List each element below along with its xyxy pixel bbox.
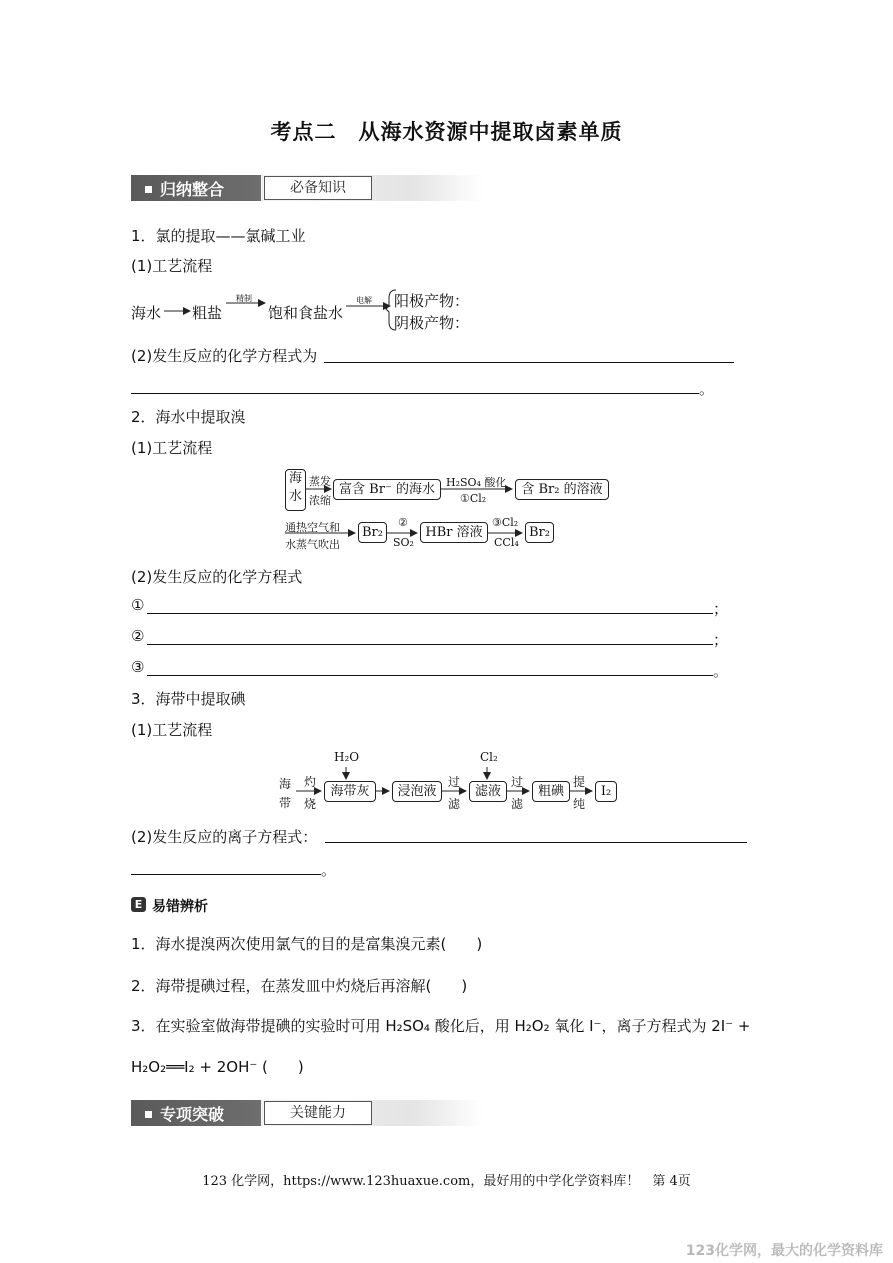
- flow-acidify: H₂SO₄ 酸化: [446, 476, 507, 489]
- bromine-heading: 2．海水中提取溴: [131, 408, 246, 426]
- flow-box-hbr: HBr 溶液: [420, 522, 488, 543]
- flow-ccl4: CCl₄: [494, 536, 519, 549]
- chlorine-equation-label: (2)发生反应的化学方程式为: [131, 347, 318, 365]
- flow-seawater: 海水: [131, 304, 162, 322]
- error-analysis-heading: 易错辨析: [152, 899, 208, 915]
- flow-filter-1: 过: [448, 775, 461, 789]
- flow-burn-2: 烧: [304, 797, 317, 811]
- flow-concentrate: 浓缩: [309, 494, 331, 507]
- bromine-process-label: (1)工艺流程: [131, 439, 213, 457]
- flow-steam: 水蒸气吹出: [285, 538, 340, 551]
- iodine-heading: 3．海带中提取碘: [131, 690, 246, 708]
- flow-box-filtrate: 滤液: [469, 781, 507, 802]
- end-mark: 。: [699, 380, 715, 398]
- section-tag: 必备知识: [264, 176, 372, 200]
- flow-box-br2-final: Br₂: [525, 522, 554, 543]
- item-number: ③: [131, 658, 145, 676]
- flow-box-br2: Br₂: [358, 522, 387, 543]
- end-mark: ；: [713, 631, 729, 649]
- flow-purify-2: 纯: [573, 797, 586, 811]
- flow-brine: 饱和食盐水: [268, 304, 344, 322]
- bromine-equation-label: (2)发生反应的化学方程式: [131, 568, 303, 586]
- flow-air: 通热空气和: [285, 521, 340, 534]
- chlorine-heading: 1．氯的提取——氯碱工业: [131, 227, 306, 245]
- section-tag: 关键能力: [264, 1101, 372, 1125]
- error-item-continued: H₂O₂══I₂ + 2OH⁻ ( ): [131, 1058, 304, 1076]
- flow-h2o: H₂O: [334, 750, 360, 764]
- cathode-product: 阴极产物：: [394, 314, 470, 332]
- error-item: 2．海带提碘过程，在蒸发皿中灼烧后再溶解( ): [131, 977, 468, 995]
- end-mark: 。: [713, 662, 729, 680]
- section-label-text: 专项突破: [160, 1105, 225, 1124]
- end-mark: 。: [321, 861, 337, 879]
- page-title: 考点二 从海水资源中提取卤素单质: [270, 119, 623, 144]
- flow-electrolysis-label: 电解: [356, 296, 372, 305]
- page-footer: 123 化学网，https://www.123huaxue.com，最好用的中学化学资料库！ 第 4页: [202, 1174, 691, 1189]
- flow-box-kelp-ash: 海带灰: [324, 781, 376, 802]
- char: 水: [288, 489, 302, 504]
- flow-filter2-1: 过: [511, 775, 524, 789]
- error-item: 1．海水提溴两次使用氯气的目的是富集溴元素( ): [131, 935, 483, 953]
- error-item: 3．在实验室做海带提碘的实验时可用 H₂SO₄ 酸化后，用 H₂O₂ 氧化 I⁻，离子方程式为 2I⁻ +: [131, 1017, 751, 1035]
- flow-step2: ②: [398, 516, 408, 529]
- end-mark: ；: [713, 600, 729, 618]
- chlorine-process-label: (1)工艺流程: [131, 257, 213, 275]
- section-label-text: 归纳整合: [160, 180, 225, 199]
- flow-so2: SO₂: [393, 536, 414, 549]
- flow-box-crude-iodine: 粗碘: [532, 781, 570, 802]
- flow-evaporate: 蒸发: [309, 475, 331, 488]
- flow-box-i2: I₂: [595, 781, 617, 802]
- flow-step3: ③Cl₂: [492, 516, 519, 529]
- flow-burn-1: 灼: [304, 775, 317, 789]
- flow-kelp-1: 海: [279, 777, 292, 791]
- iodine-equation-label: (2)发生反应的离子方程式：: [131, 828, 318, 846]
- flow-step1: ①Cl₂: [460, 492, 487, 505]
- flow-box-soak: 浸泡液: [392, 781, 442, 802]
- error-analysis-icon: E: [131, 897, 146, 912]
- flow-cl2: Cl₂: [480, 750, 498, 764]
- anode-product: 阳极产物：: [394, 292, 470, 310]
- flow-kelp-2: 带: [279, 796, 292, 810]
- iodine-process-label: (1)工艺流程: [131, 721, 213, 739]
- char: 海: [288, 471, 302, 486]
- flow-refine-label: 精制: [236, 294, 252, 303]
- watermark: 123化学网，最大的化学资料库: [685, 1243, 883, 1259]
- item-number: ②: [131, 627, 145, 645]
- item-number: ①: [131, 596, 145, 614]
- flow-filter-2: 滤: [448, 797, 461, 811]
- flow-box-br-seawater: 富含 Br⁻ 的海水: [333, 479, 441, 500]
- flow-purify-1: 提: [573, 775, 586, 789]
- flow-filter2-2: 滤: [511, 797, 524, 811]
- flow-box-br2-solution: 含 Br₂ 的溶液: [515, 479, 609, 500]
- flow-crude-salt: 粗盐: [192, 304, 223, 322]
